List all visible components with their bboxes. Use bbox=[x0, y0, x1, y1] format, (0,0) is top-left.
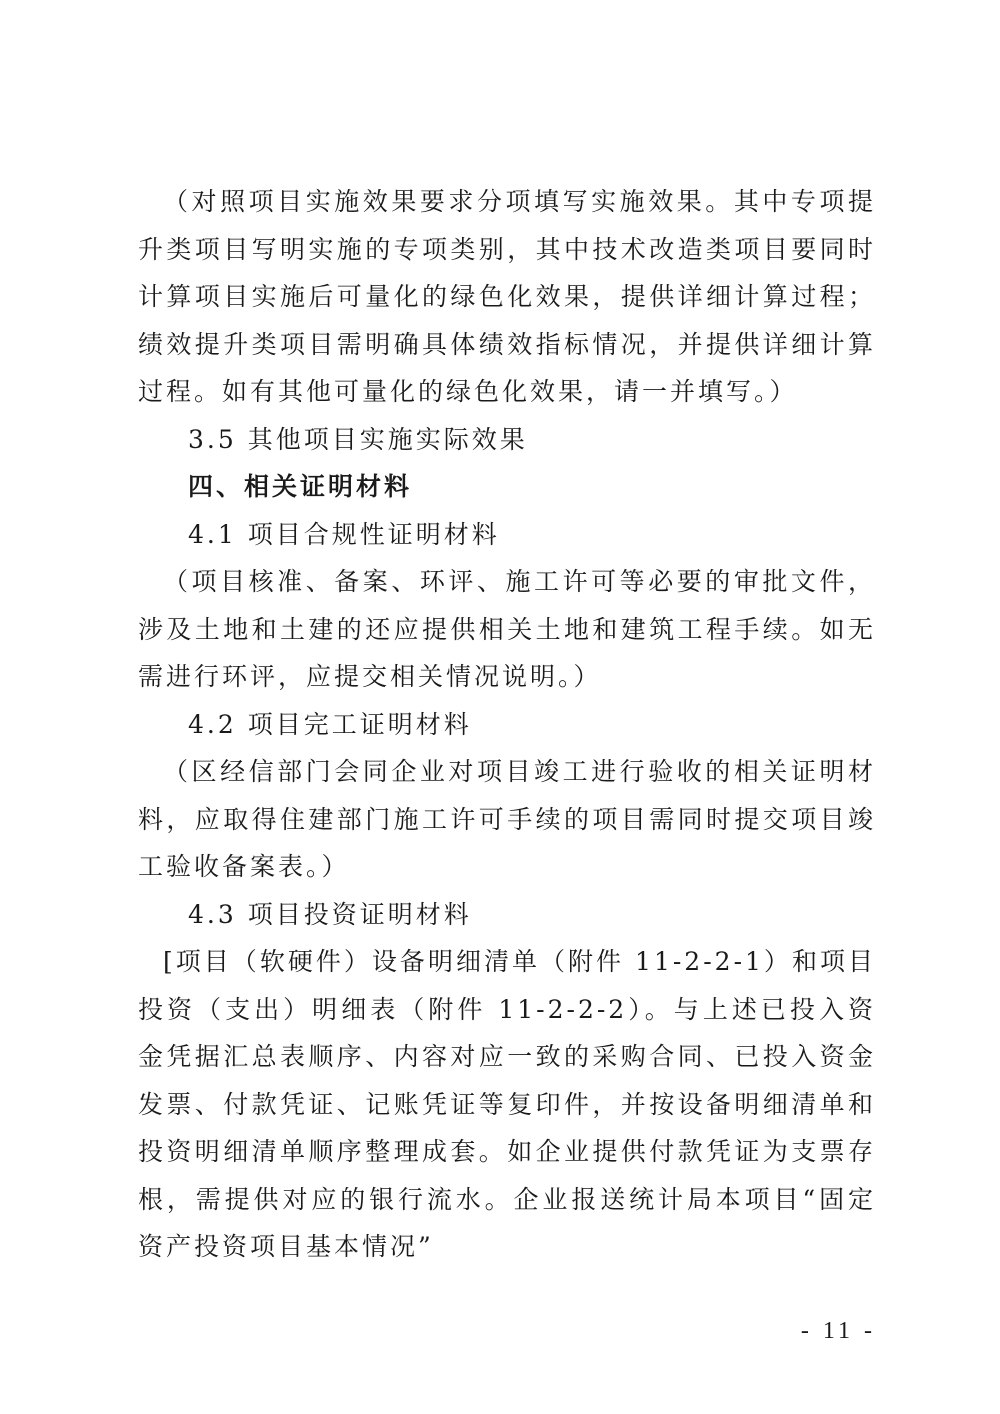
section-4-1-title: 4.1 项目合规性证明材料 bbox=[188, 519, 500, 549]
paragraph-compliance-note: （项目核准、备案、环评、施工许可等必要的审批文件，涉及土地和土建的还应提供相关土地和建筑工程手续。如无需进行环评，应提交相关情况说明。） bbox=[138, 567, 876, 691]
paragraph-completion-note: （区经信部门会同企业对项目竣工进行验收的相关证明材料，应取得住建部门施工许可手续的项目需同时提交项目竣工验收备案表。） bbox=[138, 757, 876, 881]
document-body bbox=[138, 178, 876, 1271]
page-number: - 11 - bbox=[800, 1318, 876, 1344]
section-4-3-title: 4.3 项目投资证明材料 bbox=[188, 899, 472, 929]
paragraph-investment-note: [项目（软硬件）设备明细清单（附件 11-2-2-1）和项目投资（支出）明细表（附件 11-2-2-2）。与上述已投入资金凭据汇总表顺序、内容对应一致的采购合同、已投入资金发票、付款凭证、记账凭证等复印件，并按设备明细清单和投资明细清单顺序整理成套。如企业提供付款凭证为支票存根，需提供对应的银行流水。企业报送统计局本项目“固定资产投资项目基本情况” bbox=[138, 947, 876, 1261]
section-3-5-title: 3.5 其他项目实施实际效果 bbox=[188, 424, 528, 454]
section-4-heading: 四、相关证明材料 bbox=[188, 472, 413, 501]
section-4-2-title: 4.2 项目完工证明材料 bbox=[188, 709, 472, 739]
paragraph-effect-instructions: （对照项目实施效果要求分项填写实施效果。其中专项提升类项目写明实施的专项类别，其中技术改造类项目要同时计算项目实施后可量化的绿色化效果，提供详细计算过程；绩效提升类项目需明确具体绩效指标情况，并提供详细计算过程。如有其他可量化的绿色化效果，请一并填写。） bbox=[138, 187, 876, 406]
